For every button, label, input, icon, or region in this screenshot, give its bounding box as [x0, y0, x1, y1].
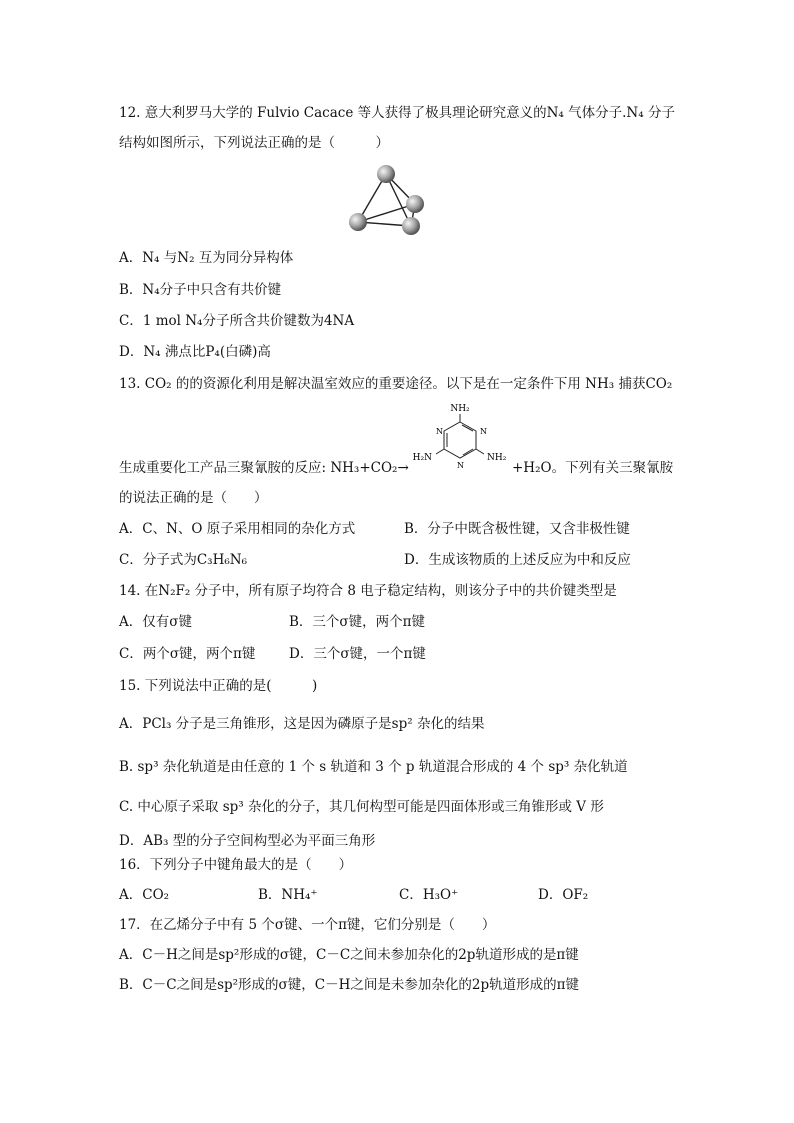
n-atom — [402, 217, 420, 235]
q12-option-d: D．N₄ 沸点比P₄(白磷)高 — [119, 344, 271, 360]
nh2-left-label: H₂N — [412, 453, 432, 463]
q16-option-a: A．CO₂ — [119, 887, 170, 903]
q14-option-b: B．三个σ键，两个π键 — [289, 614, 426, 630]
n-atom — [377, 165, 395, 183]
q13-stem-line1: 13. CO₂ 的的资源化利用是解决温室效应的重要途径。以下是在一定条件下用 NH₃ 捕获CO₂ — [119, 376, 673, 392]
n-atom — [406, 195, 424, 213]
q15-option-d: D．AB₃ 型的分子空间构型必为平面三角形 — [119, 833, 376, 849]
nh2-top-label: NH₂ — [450, 404, 470, 414]
q12-option-c: C．1 mol N₄分子所含共价键数为4NA — [119, 313, 355, 329]
q12-stem-line2: 结构如图所示，下列说法正确的是（ ） — [119, 135, 389, 151]
melamine-structure — [410, 400, 510, 475]
q14-option-a: A．仅有σ键 — [119, 614, 192, 630]
q15-stem: 15. 下列说法中正确的是( ) — [119, 678, 318, 694]
q17-option-b: B．C－C之间是sp²形成的σ键，C－H之间是未参加杂化的2p轨道形成的π键 — [119, 977, 579, 993]
q15-option-b: B. sp³ 杂化轨道是由任意的 1 个 s 轨道和 3 个 p 轨道混合形成的 4 个 sp³ 杂化轨道 — [119, 759, 628, 775]
q14-option-c: C．两个σ键，两个π键 — [119, 646, 256, 662]
q13-stem-line2-left: 生成重要化工产品三聚氰胺的反应: NH₃+CO₂→ — [119, 460, 409, 476]
q14-option-d: D．三个σ键，一个π键 — [289, 646, 426, 662]
n-atom — [349, 213, 367, 231]
q17-option-a: A．C－H之间是sp²形成的σ键，C－C之间未参加杂化的2p轨道形成的是π键 — [119, 947, 579, 963]
n4-tetrahedron-figure — [340, 160, 430, 240]
ring-n-label: N — [457, 461, 464, 470]
q17-stem: 17．在乙烯分子中有 5 个σ键、一个π键，它们分别是（ ） — [119, 917, 496, 933]
q16-option-c: C．H₃O⁺ — [399, 887, 459, 903]
q15-option-a: A．PCl₃ 分子是三角锥形，这是因为磷原子是sp² 杂化的结果 — [119, 716, 485, 732]
q13-option-c: C．分子式为C₃H₆N₆ — [119, 552, 247, 568]
q12-option-a: A．N₄ 与N₂ 互为同分异构体 — [119, 250, 294, 266]
q13-stem-line3: 的说法正确的是（ ） — [119, 490, 268, 506]
ring-n-label: N — [436, 427, 443, 436]
q14-stem: 14. 在N₂F₂ 分子中，所有原子均符合 8 电子稳定结构，则该分子中的共价键类型是 — [119, 583, 617, 599]
q16-stem: 16．下列分子中键角最大的是（ ） — [119, 857, 353, 873]
q16-option-b: B．NH₄⁺ — [258, 887, 318, 903]
q13-stem-line2-right: +H₂O。下列有关三聚氰胺 — [512, 460, 674, 476]
q16-option-d: D．OF₂ — [538, 887, 589, 903]
q15-option-c: C. 中心原子采取 sp³ 杂化的分子，其几何构型可能是四面体形或三角锥形或 V 形 — [119, 799, 604, 815]
ring-n-label: N — [480, 427, 487, 436]
q12-stem-line1: 12. 意大利罗马大学的 Fulvio Cacace 等人获得了极具理论研究意义的N₄ 气体分子.N₄ 分子 — [119, 105, 675, 121]
nh2-right-label: NH₂ — [487, 453, 507, 463]
q13-option-a: A．C、N、O 原子采用相同的杂化方式 — [119, 521, 356, 537]
q13-option-d: D．生成该物质的上述反应为中和反应 — [404, 552, 631, 568]
q12-option-b: B．N₄分子中只含有共价键 — [119, 282, 282, 298]
q13-option-b: B．分子中既含极性键，又含非极性键 — [404, 521, 630, 537]
